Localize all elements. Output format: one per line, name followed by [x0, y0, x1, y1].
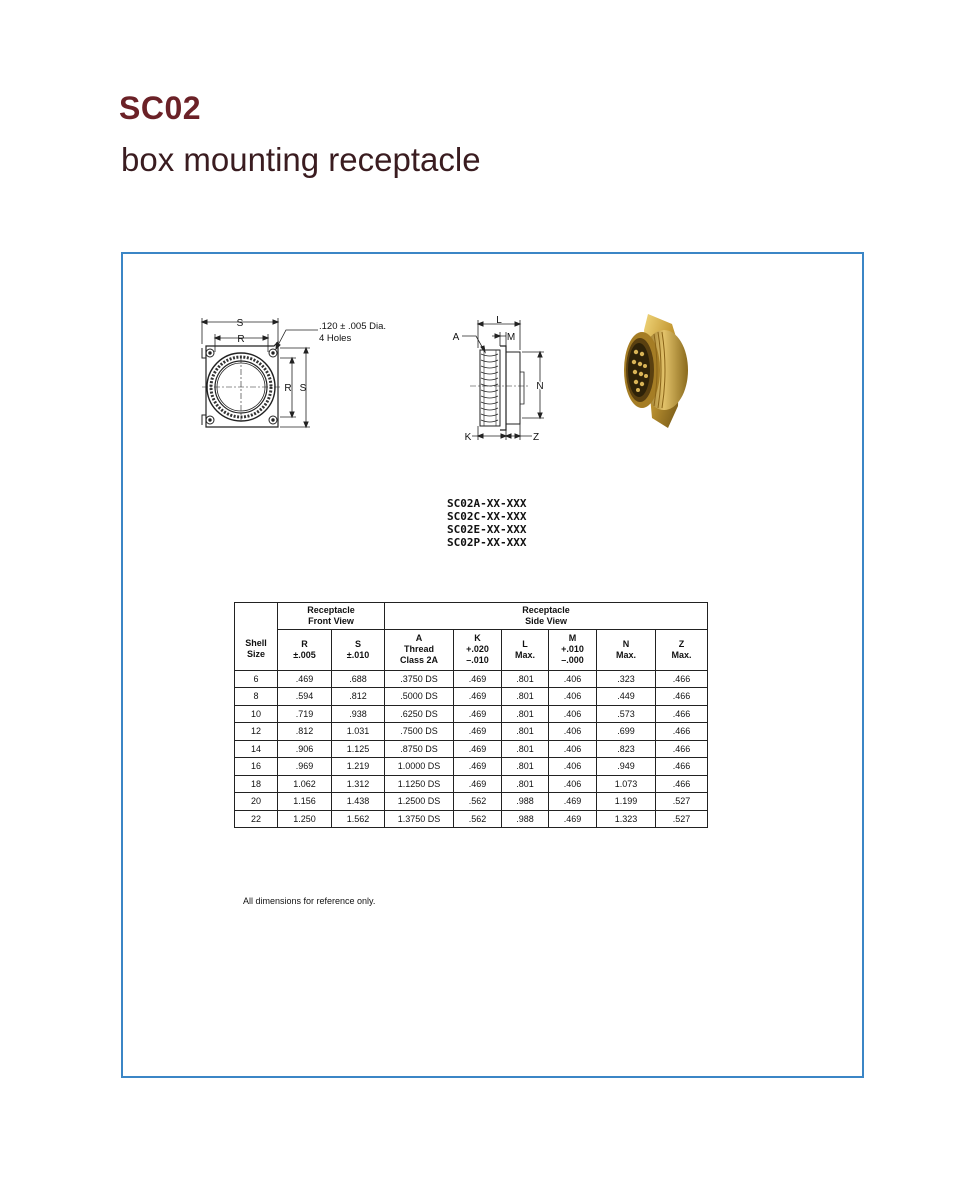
table-cell: .406 [549, 758, 597, 776]
front-s-top-label: S [236, 318, 244, 329]
group-header-side: Receptacle Side View [385, 603, 708, 630]
table-cell: 1.1250 DS [385, 775, 454, 793]
table-cell: .469 [549, 793, 597, 811]
table-row [235, 775, 708, 793]
table-cell: .323 [597, 670, 656, 688]
column-header: S ±.010 [332, 630, 385, 671]
table-cell: .688 [332, 670, 385, 688]
table-cell: .562 [454, 810, 502, 828]
footnote: All dimensions for reference only. [243, 896, 376, 906]
column-header: R ±.005 [278, 630, 332, 671]
table-cell: .906 [278, 740, 332, 758]
table-cell: .801 [502, 705, 549, 723]
table-cell: 1.199 [597, 793, 656, 811]
table-cell: .466 [656, 670, 708, 688]
table-row [235, 740, 708, 758]
column-header: Shell Size [235, 630, 278, 671]
table-cell: .469 [454, 740, 502, 758]
side-z-label: Z [532, 432, 540, 443]
table-cell: .469 [454, 723, 502, 741]
table-cell: .6250 DS [385, 705, 454, 723]
table-cell: .466 [656, 705, 708, 723]
side-n-label: N [536, 381, 544, 392]
side-k-label: K [464, 432, 472, 443]
table-corner [235, 603, 278, 630]
table-cell: .469 [454, 775, 502, 793]
side-a-label: A [452, 332, 460, 343]
column-header: Z Max. [656, 630, 708, 671]
table-cell: .801 [502, 775, 549, 793]
table-cell: .469 [454, 705, 502, 723]
table-cell: 16 [235, 758, 278, 776]
table-cell: .801 [502, 740, 549, 758]
table-cell: .527 [656, 810, 708, 828]
hole-note-line2: 4 Holes [319, 333, 352, 344]
table-cell: 1.2500 DS [385, 793, 454, 811]
front-view-drawing [190, 312, 410, 437]
table-cell: 1.125 [332, 740, 385, 758]
table-cell: .801 [502, 670, 549, 688]
table-cell: .406 [549, 670, 597, 688]
table-cell: 22 [235, 810, 278, 828]
table-cell: .466 [656, 723, 708, 741]
table-cell: .823 [597, 740, 656, 758]
part-number: SC02P-XX-XXX [447, 536, 527, 549]
table-cell: 14 [235, 740, 278, 758]
table-cell: .469 [454, 670, 502, 688]
table-cell: .3750 DS [385, 670, 454, 688]
table-cell: 1.312 [332, 775, 385, 793]
page-title: SC02 [119, 90, 202, 126]
table-cell: .5000 DS [385, 688, 454, 706]
column-header: L Max. [502, 630, 549, 671]
column-header: M +.010 –.000 [549, 630, 597, 671]
table-cell: .527 [656, 793, 708, 811]
side-view-drawing [448, 310, 558, 445]
table-row [235, 810, 708, 828]
table-cell: .938 [332, 705, 385, 723]
table-cell: .573 [597, 705, 656, 723]
group-header-front: Receptacle Front View [278, 603, 385, 630]
table-cell: .466 [656, 740, 708, 758]
table-cell: .469 [454, 758, 502, 776]
table-cell: 1.073 [597, 775, 656, 793]
table-cell: 18 [235, 775, 278, 793]
table-row [235, 670, 708, 688]
table-cell: 12 [235, 723, 278, 741]
column-header-row [235, 630, 708, 671]
table-body [235, 670, 708, 828]
table-row [235, 705, 708, 723]
table-cell: .562 [454, 793, 502, 811]
front-s-side-label: S [299, 383, 307, 394]
table-cell: .594 [278, 688, 332, 706]
table-cell: 1.323 [597, 810, 656, 828]
table-cell: .8750 DS [385, 740, 454, 758]
table-cell: .466 [656, 775, 708, 793]
table-cell: .988 [502, 793, 549, 811]
table-cell: .699 [597, 723, 656, 741]
column-header: A Thread Class 2A [385, 630, 454, 671]
table-cell: .469 [549, 810, 597, 828]
table-cell: 20 [235, 793, 278, 811]
column-header: N Max. [597, 630, 656, 671]
table-cell: 1.562 [332, 810, 385, 828]
table-cell: .949 [597, 758, 656, 776]
table-cell: .469 [454, 688, 502, 706]
table-cell: .812 [278, 723, 332, 741]
table-cell: 1.438 [332, 793, 385, 811]
table-row [235, 723, 708, 741]
table-cell: .719 [278, 705, 332, 723]
table-row [235, 793, 708, 811]
table-cell: 1.3750 DS [385, 810, 454, 828]
hole-note-line1: .120 ± .005 Dia. [319, 321, 387, 332]
table-cell: .406 [549, 688, 597, 706]
table-cell: 1.031 [332, 723, 385, 741]
table-row [235, 688, 708, 706]
connector-photo [608, 310, 708, 432]
table-cell: .969 [278, 758, 332, 776]
table-cell: 6 [235, 670, 278, 688]
table-cell: .801 [502, 688, 549, 706]
side-m-label: M [506, 332, 516, 343]
part-number: SC02C-XX-XXX [447, 510, 527, 523]
part-number-list [447, 497, 526, 549]
table-cell: .801 [502, 758, 549, 776]
table-cell: .449 [597, 688, 656, 706]
table-cell: 8 [235, 688, 278, 706]
side-l-label: L [496, 315, 502, 326]
table-cell: .406 [549, 775, 597, 793]
table-cell: 1.250 [278, 810, 332, 828]
table-cell: 10 [235, 705, 278, 723]
part-number: SC02E-XX-XXX [447, 523, 527, 536]
table-cell: 1.156 [278, 793, 332, 811]
column-header: K +.020 –.010 [454, 630, 502, 671]
table-cell: 1.0000 DS [385, 758, 454, 776]
table-cell: .466 [656, 758, 708, 776]
table-cell: .406 [549, 723, 597, 741]
table-cell: .812 [332, 688, 385, 706]
table-cell: 1.219 [332, 758, 385, 776]
table-cell: .406 [549, 705, 597, 723]
table-row [235, 758, 708, 776]
table-cell: 1.062 [278, 775, 332, 793]
part-number: SC02A-XX-XXX [447, 497, 527, 510]
front-r-side-label: R [284, 383, 292, 394]
table-cell: .7500 DS [385, 723, 454, 741]
front-r-top-label: R [237, 334, 245, 345]
table-cell: .469 [278, 670, 332, 688]
table-cell: .406 [549, 740, 597, 758]
dimensions-table [234, 602, 708, 828]
page-subtitle: box mounting receptacle [121, 141, 481, 178]
table-cell: .988 [502, 810, 549, 828]
table-cell: .801 [502, 723, 549, 741]
table-cell: .466 [656, 688, 708, 706]
